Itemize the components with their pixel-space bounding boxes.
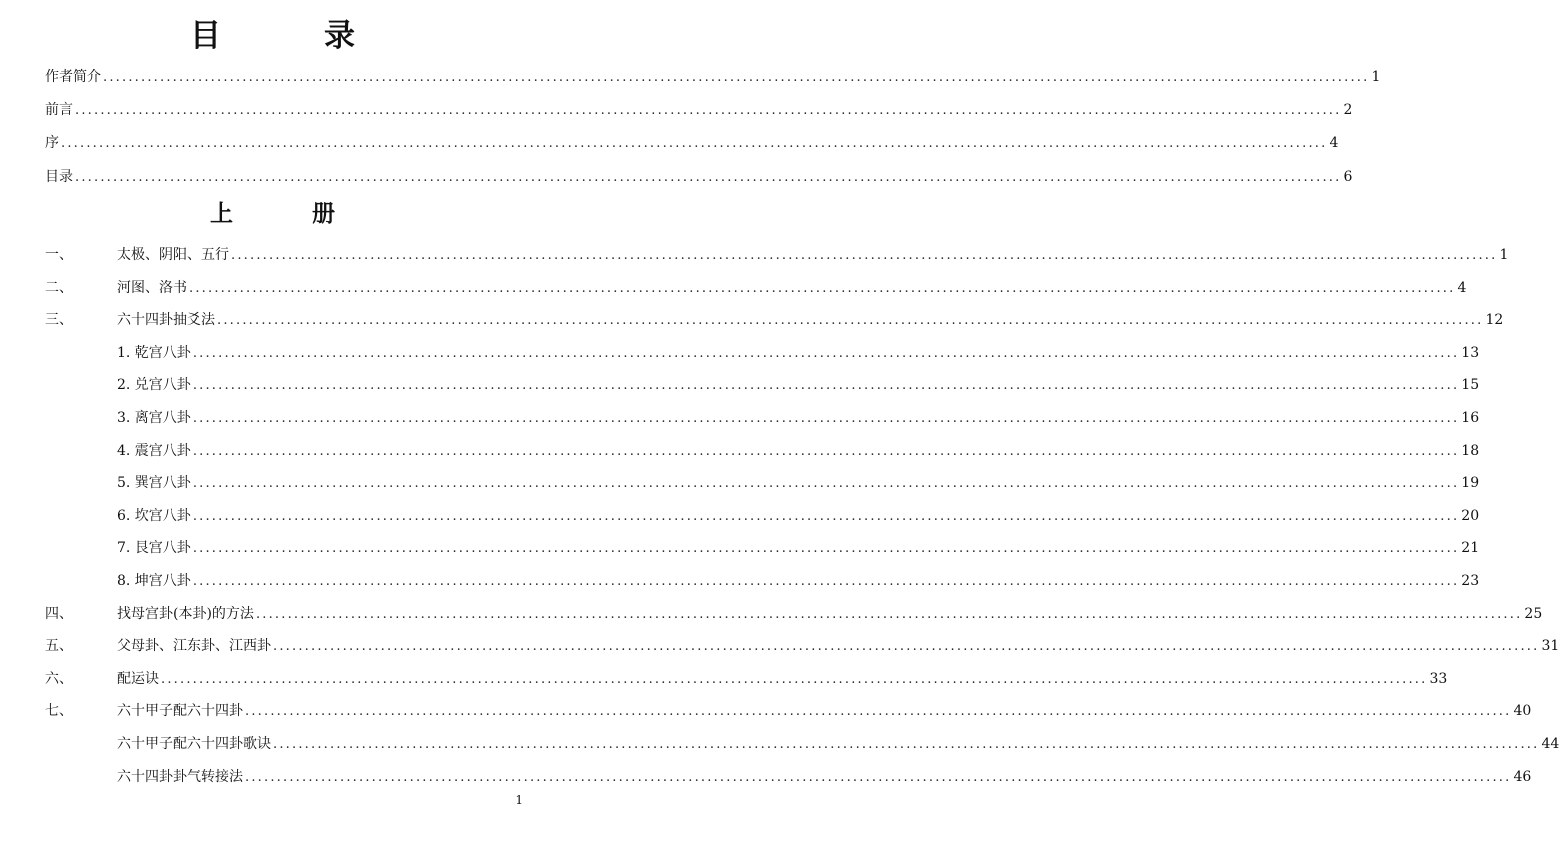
entry-number: 一、 [45,247,73,263]
entry-label: 3. 离宫八卦 [117,410,191,426]
toc-entry [45,168,1353,186]
toc-entry [117,376,1480,394]
toc-entry [45,68,1381,86]
dot-leader: ........................................................................................................................................................................................................ [161,672,1428,687]
entry-label: 找母宫卦(本卦)的方法 [117,606,254,622]
entry-page-number: 4 [1329,135,1339,151]
dot-leader: ........................................................................................................................................................................................................ [245,704,1512,719]
entry-label: 太极、阴阳、五行 [117,247,229,263]
entry-label: 父母卦、江东卦、江西卦 [117,638,271,654]
dot-leader: ........................................................................................................................................................................................................ [192,541,1460,556]
entry-page-number: 2 [1343,102,1353,118]
toc-entry [45,702,1532,720]
entry-number: 五、 [45,638,73,654]
toc-entry [117,409,1480,427]
toc-entry [45,134,1339,152]
toc-entry [45,670,1448,688]
entry-label: 河图、洛书 [117,280,187,296]
dot-leader: ........................................................................................................................................................................................................ [189,281,1456,296]
toc-entry [117,474,1480,492]
entry-label: 1. 乾宫八卦 [117,345,191,361]
entry-label: 序 [45,135,59,151]
entry-page-number: 15 [1461,377,1480,393]
entry-page-number: 16 [1461,410,1480,426]
page-number: 1 [515,793,523,807]
toc-entry [45,605,1543,623]
entry-page-number: 44 [1541,736,1559,752]
entry-label: 7. 艮宫八卦 [117,540,191,556]
section-title: 上 册 [210,200,363,227]
dot-leader: ........................................................................................................................................................................................................ [245,770,1512,785]
entry-page-number: 46 [1513,769,1532,785]
dot-leader: ........................................................................................................................................................................................................ [192,346,1460,361]
entry-page-number: 1 [1371,69,1381,85]
entry-number: 七、 [45,703,73,719]
dot-leader: ........................................................................................................................................................................................................ [192,574,1460,589]
entry-label: 6. 坎宫八卦 [117,508,191,524]
entry-number: 二、 [45,280,73,296]
entry-page-number: 33 [1429,671,1448,687]
entry-label: 六十甲子配六十四卦歌诀 [117,736,271,752]
toc-entry [45,279,1467,297]
entry-page-number: 6 [1343,169,1353,185]
dot-leader: ........................................................................................................................................................................................................ [75,170,1342,185]
entry-label: 8. 坤宫八卦 [117,573,191,589]
entry-page-number: 18 [1461,443,1480,459]
entry-page-number: 31 [1541,638,1559,654]
entry-page-number: 13 [1461,345,1480,361]
entry-label: 2. 兑宫八卦 [117,377,191,393]
toc-entry [45,246,1509,264]
dot-leader: ........................................................................................................................................................................................................ [192,411,1460,426]
toc-entry [117,572,1480,590]
toc-entry [45,101,1353,119]
entry-page-number: 20 [1461,508,1480,524]
page-title: 目 录 [190,18,391,54]
dot-leader: ........................................................................................................................................................................................................ [192,444,1460,459]
dot-leader: ........................................................................................................................................................................................................ [61,136,1328,151]
entry-label: 作者简介 [45,69,101,85]
entry-page-number: 40 [1513,703,1532,719]
dot-leader: ........................................................................................................................................................................................................ [217,313,1484,328]
entry-label: 六十甲子配六十四卦 [117,703,243,719]
entry-number: 六、 [45,671,73,687]
entry-page-number: 1 [1499,247,1509,263]
entry-label: 六十四卦抽爻法 [117,312,215,328]
dot-leader: ........................................................................................................................................................................................................ [192,378,1460,393]
toc-entry [117,539,1480,557]
entry-page-number: 25 [1524,606,1543,622]
dot-leader: ........................................................................................................................................................................................................ [273,737,1540,752]
dot-leader: ........................................................................................................................................................................................................ [103,70,1370,85]
entry-label: 配运诀 [117,671,159,687]
toc-entry [117,442,1480,460]
toc-entry [117,344,1480,362]
dot-leader: ........................................................................................................................................................................................................ [75,103,1342,118]
toc-entry [117,507,1480,525]
entry-label: 目录 [45,169,73,185]
dot-leader: ........................................................................................................................................................................................................ [231,248,1498,263]
dot-leader: ........................................................................................................................................................................................................ [255,607,1523,622]
toc-entry [117,735,1559,753]
entry-page-number: 21 [1461,540,1480,556]
entry-page-number: 19 [1461,475,1480,491]
entry-label: 4. 震宫八卦 [117,443,191,459]
entry-page-number: 12 [1485,312,1504,328]
entry-page-number: 4 [1457,280,1467,296]
entry-label: 六十四卦卦气转接法 [117,769,243,785]
entry-number: 三、 [45,312,73,328]
toc-entry [117,768,1532,786]
dot-leader: ........................................................................................................................................................................................................ [192,509,1460,524]
entry-page-number: 23 [1461,573,1480,589]
dot-leader: ........................................................................................................................................................................................................ [273,639,1540,654]
entry-label: 5. 巽宫八卦 [117,475,191,491]
toc-entry [45,637,1559,655]
toc-entry [45,311,1504,329]
dot-leader: ........................................................................................................................................................................................................ [192,476,1460,491]
entry-label: 前言 [45,102,73,118]
entry-number: 四、 [45,606,73,622]
